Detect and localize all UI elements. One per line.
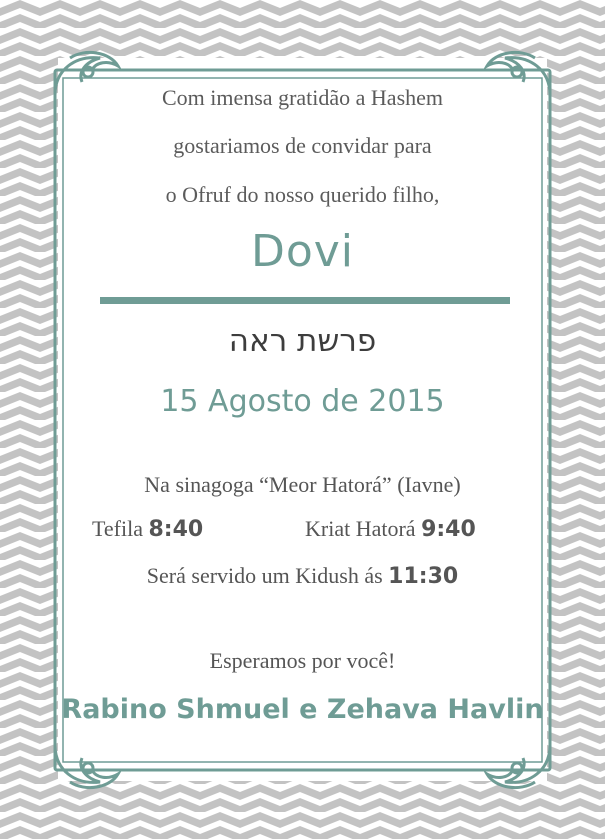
venue-line: Na sinagoga “Meor Hatorá” (Iavne) bbox=[144, 472, 461, 497]
divider-rule bbox=[100, 297, 510, 304]
closing-line: Esperamos por você! bbox=[209, 648, 396, 673]
tefila-line bbox=[92, 516, 203, 542]
kidush-time: 11:30 bbox=[388, 564, 459, 589]
intro-line-1: Com imensa gratidão a Hashem bbox=[161, 85, 444, 110]
intro-line-2: gostariamos de convidar para bbox=[173, 133, 432, 158]
kriat-time: 9:40 bbox=[421, 517, 476, 542]
intro-line-3: o Ofruf do nosso querido filho, bbox=[165, 182, 440, 207]
kidush-label: Será servido um Kidush ás bbox=[146, 563, 383, 588]
kriat-label: Kriat Hatorá bbox=[305, 516, 416, 541]
tefila-time: 8:40 bbox=[148, 517, 204, 542]
event-date: 15 Agosto de 2015 bbox=[160, 384, 445, 419]
parasha-hebrew: פרשת ראה bbox=[228, 323, 377, 359]
kriat-line bbox=[305, 516, 476, 542]
kidush-line bbox=[0, 563, 605, 589]
signature: Rabino Shmuel e Zehava Havlin bbox=[61, 694, 544, 725]
honoree-name: Dovi bbox=[250, 226, 355, 277]
tefila-label: Tefila bbox=[92, 516, 143, 541]
